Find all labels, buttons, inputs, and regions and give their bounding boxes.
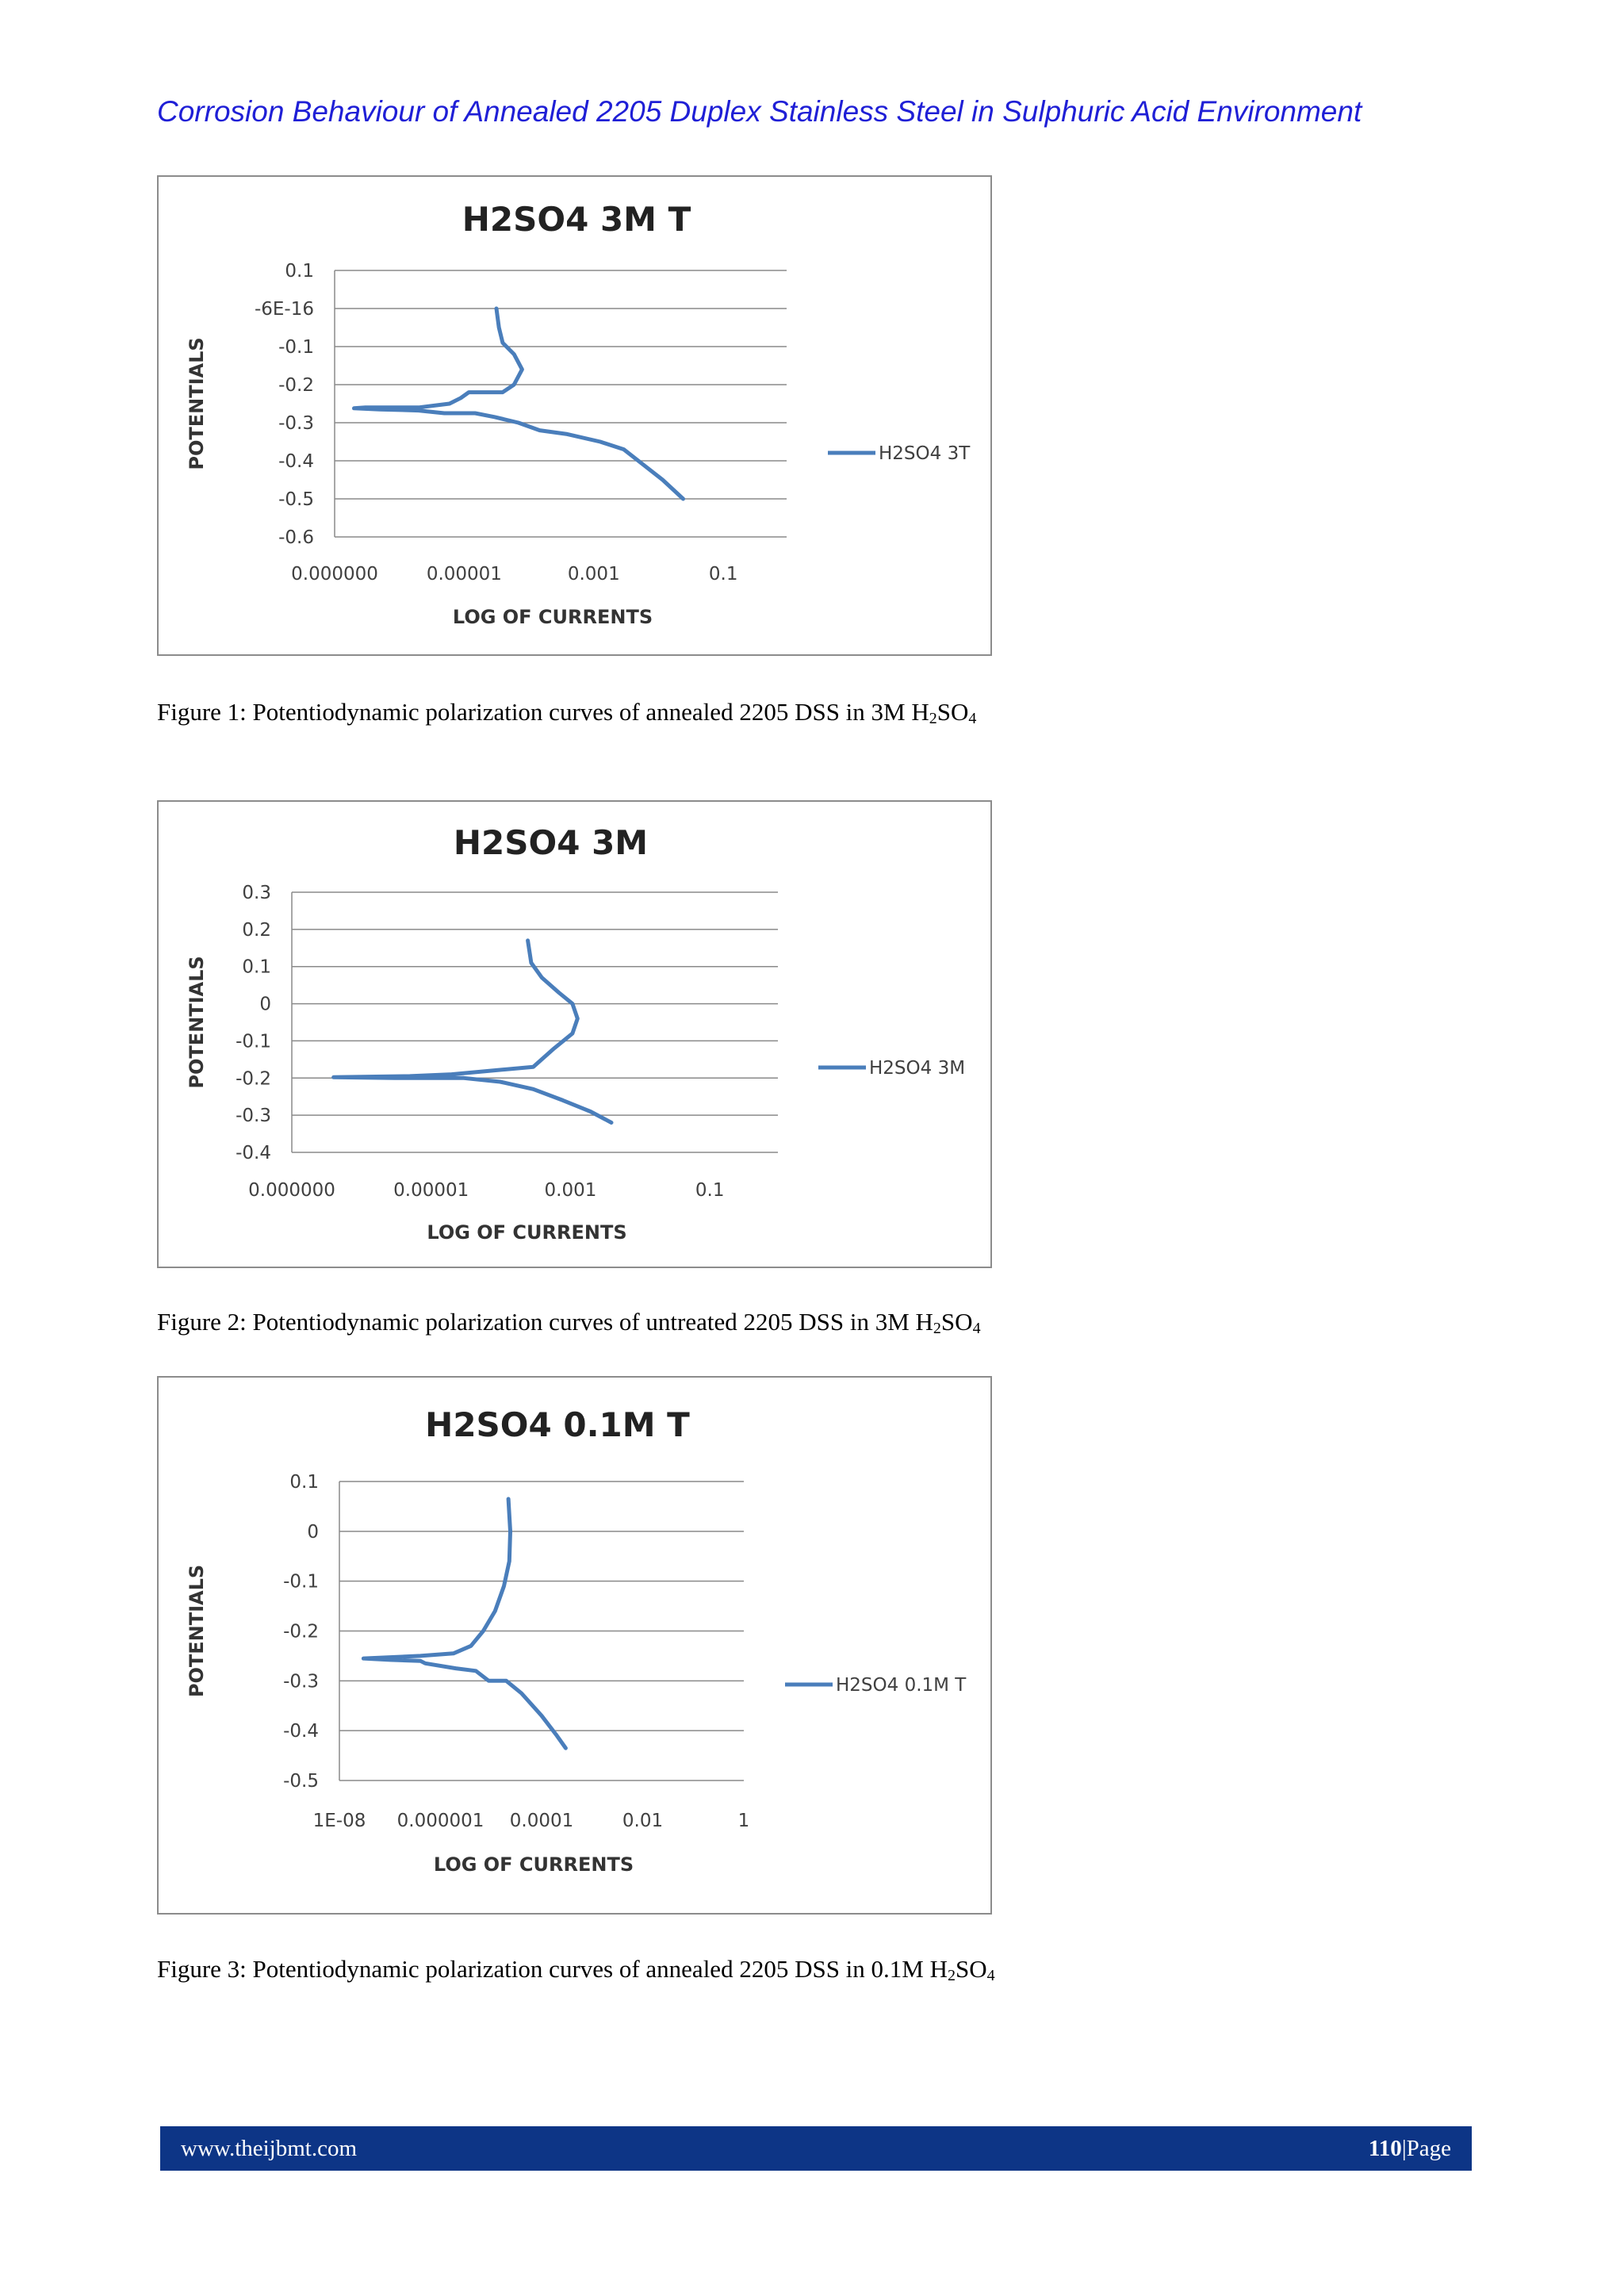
x-tick-label: 0.00001 bbox=[393, 1180, 469, 1201]
y-tick-label: -0.2 bbox=[236, 1068, 271, 1090]
y-tick-label: -0.5 bbox=[278, 489, 314, 510]
figure-3-caption bbox=[157, 1955, 995, 1985]
caption-text: Figure 1: Potentiodynamic polarization curves of annealed 2205 DSS in 3M H bbox=[157, 698, 929, 726]
x-tick-label: 0.1 bbox=[695, 1180, 725, 1201]
y-tick-label: -0.3 bbox=[278, 413, 314, 434]
running-header-title: Corrosion Behaviour of Annealed 2205 Duplex Stainless Steel in Sulphuric Acid Environment bbox=[157, 95, 1362, 128]
legend-label: H2SO4 3M bbox=[869, 1058, 966, 1079]
x-axis-label: LOG OF CURRENTS bbox=[452, 606, 653, 628]
caption-subscript: 4 bbox=[968, 710, 977, 727]
caption-subscript: 2 bbox=[929, 710, 937, 727]
y-tick-label: -0.3 bbox=[283, 1671, 319, 1692]
chart-figure-3 bbox=[157, 1376, 992, 1915]
y-tick-label: -0.1 bbox=[278, 337, 314, 358]
chart-title: H2SO4 3M bbox=[453, 823, 649, 862]
caption-subscript: 2 bbox=[933, 1320, 941, 1337]
x-axis-label: LOG OF CURRENTS bbox=[433, 1853, 634, 1876]
figure-1-caption bbox=[157, 698, 976, 728]
footer-url[interactable]: www.theijbmt.com bbox=[181, 2136, 358, 2161]
chart-figure-1 bbox=[157, 175, 992, 656]
caption-text: SO bbox=[956, 1955, 987, 1983]
legend-label: H2SO4 0.1M T bbox=[836, 1675, 967, 1696]
y-tick-label: -0.3 bbox=[236, 1106, 271, 1127]
footer-page-number bbox=[1369, 2136, 1451, 2162]
series-line bbox=[354, 309, 684, 499]
x-axis-label: LOG OF CURRENTS bbox=[427, 1221, 627, 1244]
figure-2-caption bbox=[157, 1308, 981, 1338]
y-tick-label: 0 bbox=[307, 1521, 319, 1543]
page-label: |Page bbox=[1401, 2136, 1451, 2161]
y-tick-label: -0.4 bbox=[278, 451, 314, 472]
page-footer bbox=[160, 2126, 1472, 2171]
y-tick-label: -0.5 bbox=[283, 1771, 319, 1792]
y-tick-label: -0.2 bbox=[278, 375, 314, 396]
y-tick-label: 0.2 bbox=[242, 919, 271, 941]
y-tick-label: 0.3 bbox=[242, 883, 271, 903]
x-tick-label: 0.0001 bbox=[509, 1811, 574, 1831]
x-tick-label: 0.00001 bbox=[426, 564, 502, 585]
x-tick-label: 1E-08 bbox=[312, 1811, 366, 1831]
x-tick-label: 0.000000 bbox=[291, 564, 378, 585]
chart-svg bbox=[159, 177, 990, 654]
caption-subscript: 4 bbox=[972, 1320, 981, 1337]
chart-figure-2 bbox=[157, 800, 992, 1268]
x-tick-label: 1 bbox=[737, 1811, 750, 1831]
y-axis-label: POTENTIALS bbox=[186, 337, 208, 470]
caption-text: SO bbox=[940, 1308, 973, 1336]
y-tick-label: -0.2 bbox=[283, 1621, 319, 1642]
legend-label: H2SO4 3T bbox=[879, 443, 971, 464]
y-tick-label: -0.4 bbox=[283, 1721, 319, 1742]
y-tick-label: -0.6 bbox=[278, 527, 314, 548]
x-tick-label: 0.001 bbox=[567, 564, 620, 585]
chart-svg bbox=[159, 802, 990, 1267]
caption-text: Figure 2: Potentiodynamic polarization curves of untreated 2205 DSS in 3M H bbox=[157, 1308, 933, 1336]
y-tick-label: -0.1 bbox=[236, 1031, 271, 1052]
caption-subscript: 2 bbox=[948, 1967, 956, 1984]
series-line bbox=[363, 1499, 565, 1748]
chart-title: H2SO4 0.1M T bbox=[425, 1405, 690, 1444]
series-line bbox=[334, 941, 611, 1123]
chart-title: H2SO4 3M T bbox=[462, 200, 691, 239]
chart-svg bbox=[159, 1378, 990, 1913]
y-tick-label: 0 bbox=[259, 994, 271, 1015]
x-tick-label: 0.1 bbox=[708, 564, 738, 585]
y-tick-label: -6E-16 bbox=[254, 299, 314, 320]
y-axis-label: POTENTIALS bbox=[186, 1564, 208, 1698]
caption-text: Figure 3: Potentiodynamic polarization curves of annealed 2205 DSS in 0.1M H bbox=[157, 1955, 948, 1983]
x-tick-label: 0.01 bbox=[622, 1811, 664, 1831]
x-tick-label: 0.000000 bbox=[248, 1180, 335, 1201]
y-tick-label: -0.1 bbox=[283, 1571, 319, 1593]
x-tick-label: 0.001 bbox=[544, 1180, 597, 1201]
y-tick-label: 0.1 bbox=[242, 956, 271, 978]
caption-subscript: 4 bbox=[986, 1967, 995, 1984]
y-tick-label: 0.1 bbox=[285, 261, 314, 282]
caption-text: SO bbox=[936, 698, 969, 726]
y-axis-label: POTENTIALS bbox=[186, 956, 208, 1089]
x-tick-label: 0.000001 bbox=[396, 1811, 485, 1831]
y-tick-label: -0.4 bbox=[236, 1143, 271, 1163]
page-number: 110 bbox=[1368, 2136, 1402, 2161]
y-tick-label: 0.1 bbox=[289, 1472, 319, 1493]
